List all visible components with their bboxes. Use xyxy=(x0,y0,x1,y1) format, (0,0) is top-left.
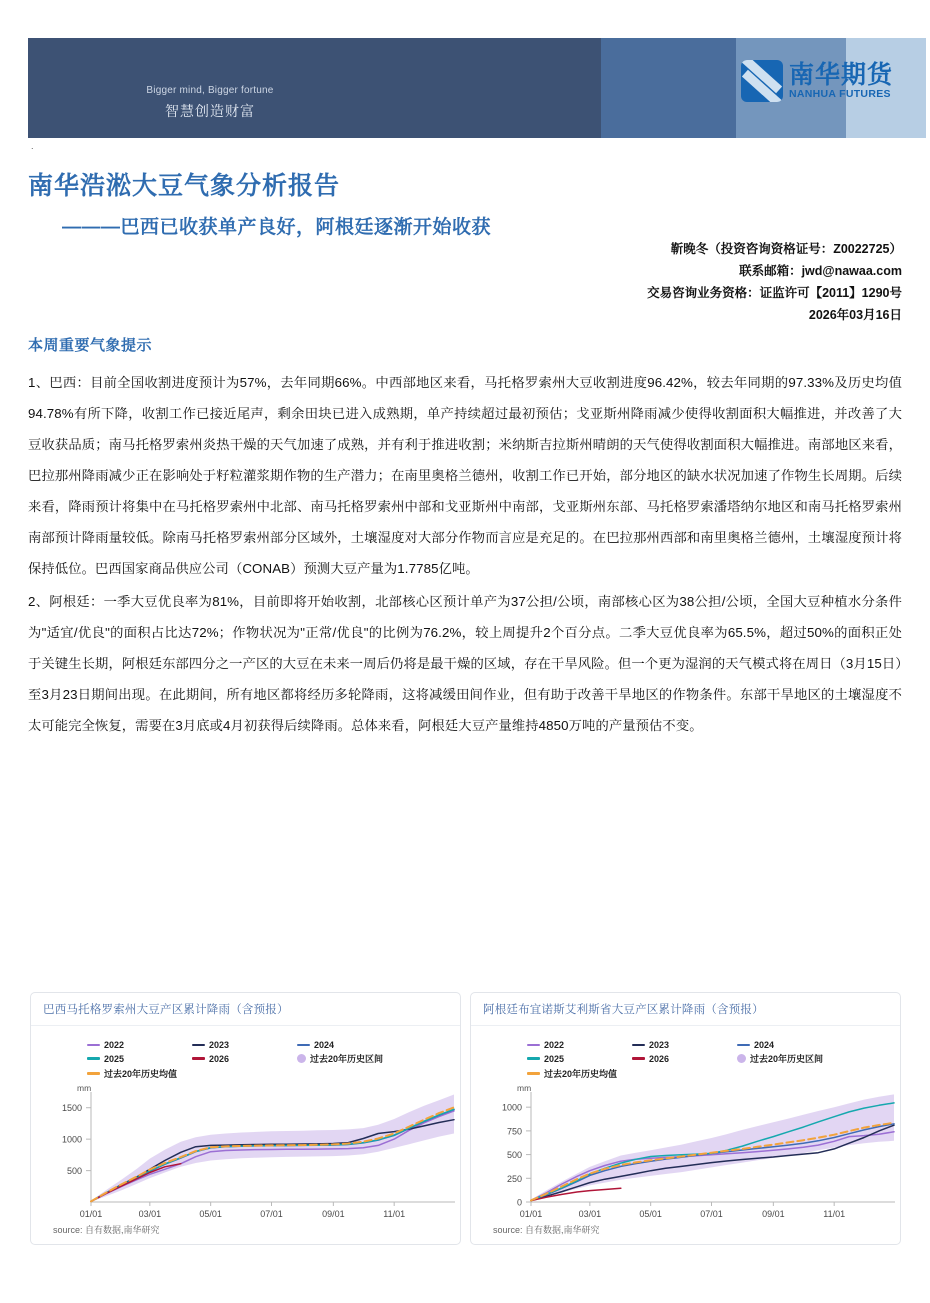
meta-date: 2026年03月16日 xyxy=(808,307,902,322)
tagline-english: Bigger mind, Bigger fortune xyxy=(146,85,274,96)
paragraph-argentina: 2、阿根廷：一季大豆优良率为81%，目前即将开始收割，北部核心区预计单产为37公担/公顷，南部核心区为38公担/公顷，全国大豆种植水分条件为"适宜/优良"的面积占比达72%；作物状况为"正常/优良"的比例为76.2%，较上周提升2个百分点。二季大豆优良率为65.5%，超过50%的面积正处于关键生长期，阿根廷东部四分之一产区的大豆在未来一周后仍将是最干燥的区域，存在干旱风险。但一个更为湿润的天气模式将在周日（3月15日）至3月23日期间出现。在此期间，所有地区都将经历多轮降雨，这将减缓田间作业，但有助于改善干旱地区的作物条件。东部干旱地区的土壤湿度不太可能完全恢复，需要在3月底或4月初获得后续降雨。总体来看，阿根廷大豆产量维持4850万吨的产量预估不变。 xyxy=(28,593,902,733)
legend-swatch-icon xyxy=(87,1057,100,1060)
author-meta-block xyxy=(382,239,902,327)
chart-source-brazil: source: 自有数据,南华研究 xyxy=(53,1225,160,1235)
legend-item-2023 xyxy=(632,1040,737,1050)
svg-text:250: 250 xyxy=(506,1173,522,1184)
legend-label: 2025 xyxy=(104,1053,125,1064)
legend-swatch-icon xyxy=(737,1054,746,1063)
page-title: 南华浩淞大豆气象分析报告 xyxy=(28,172,341,200)
paragraph-brazil: 1、巴西：目前全国收割进度预计为57%，去年同期66%。中西部地区来看，马托格罗索州大豆收割进度96.42%，较去年同期的97.33%及历史均值94.78%有所下降，收割工作已接近尾声，剩余田块已进入成熟期，单产持续超过最初预估；戈亚斯州降雨减少使得收割面积大幅推进，并改善了大豆收获品质；南马托格罗索州炎热干燥的天气加速了成熟，并有利于推进收割；米纳斯吉拉斯州晴朗的天气使得收割面积大幅推进。南部地区来看，巴拉那州降雨减少正在影响处于籽粒灌浆期作物的生产潜力；在南里奥格兰德州，收割工作已开始，部分地区的缺水状况加速了作物生长周期。后续来看，降雨预计将集中在马托格罗索州中北部、南马托格罗索州中部和戈亚斯州中南部，戈亚斯州东部、马托格罗索潘塔纳尔地区和南马托格罗索州南部预计降雨量较低。除南马托格罗索州部分区域外，土壤湿度对大部分作物而言应是充足的。在巴拉那州西部和南里奥格兰德州，土壤湿度预计将保持低位。巴西国家商品供应公司（CONAB）预测大豆产量为1.7785亿吨。 xyxy=(28,375,902,576)
legend-label: 2025 xyxy=(544,1053,565,1064)
svg-text:11/01: 11/01 xyxy=(383,1209,406,1219)
legend-swatch-icon xyxy=(527,1072,540,1075)
legend-swatch-icon xyxy=(297,1054,306,1063)
legend-item-2024 xyxy=(737,1040,867,1050)
chart-title-argentina: 阿根廷布宜诺斯艾利斯省大豆产区累计降雨（含预报） xyxy=(471,993,900,1026)
legend-item-2022 xyxy=(527,1040,632,1050)
chart-body-argentina xyxy=(471,1026,900,1244)
section-heading: 本周重要气象提示 xyxy=(28,337,153,354)
svg-text:05/01: 05/01 xyxy=(199,1209,222,1219)
body-content xyxy=(28,368,902,744)
legend-swatch-icon xyxy=(632,1057,645,1060)
svg-text:mm: mm xyxy=(77,1083,92,1093)
legend-label: 2024 xyxy=(754,1040,775,1050)
svg-text:750: 750 xyxy=(506,1126,522,1137)
legend-item-2026 xyxy=(192,1052,297,1065)
chart-body-brazil xyxy=(31,1026,460,1244)
svg-text:01/01: 01/01 xyxy=(79,1209,103,1219)
legend-item-2024 xyxy=(297,1040,427,1050)
legend-item-2025 xyxy=(527,1052,632,1065)
stray-dot-mark: . xyxy=(31,141,34,151)
svg-text:500: 500 xyxy=(66,1166,82,1177)
legend-item-2023 xyxy=(192,1040,297,1050)
page-subtitle: ———巴西已收获单产良好，阿根廷逐渐开始收获 xyxy=(62,217,492,238)
legend-swatch-icon xyxy=(87,1044,100,1047)
legend-swatch-icon xyxy=(527,1044,540,1047)
svg-text:03/01: 03/01 xyxy=(138,1209,162,1219)
legend-label: 2023 xyxy=(649,1040,670,1050)
svg-text:mm: mm xyxy=(517,1083,532,1093)
chart-row xyxy=(30,992,902,1245)
svg-text:11/01: 11/01 xyxy=(823,1209,846,1219)
svg-text:07/01: 07/01 xyxy=(260,1209,283,1219)
chart-source-argentina: source: 自有数据,南华研究 xyxy=(493,1225,600,1235)
nanhua-logo-icon xyxy=(741,60,783,102)
chart-plot-brazil xyxy=(31,1080,461,1244)
legend-swatch-icon xyxy=(632,1044,645,1047)
svg-text:1000: 1000 xyxy=(61,1134,82,1145)
chart-card-brazil xyxy=(30,992,461,1245)
legend-swatch-icon xyxy=(192,1057,205,1060)
svg-text:09/01: 09/01 xyxy=(322,1209,345,1219)
legend-swatch-icon xyxy=(527,1057,540,1060)
legend-swatch-icon xyxy=(297,1044,310,1047)
legend-label: 2022 xyxy=(544,1040,565,1050)
legend-item-过去20年历史均值 xyxy=(87,1067,192,1080)
svg-text:1500: 1500 xyxy=(61,1103,82,1114)
legend-label: 2026 xyxy=(649,1053,670,1064)
legend-label: 过去20年历史区间 xyxy=(750,1054,824,1064)
meta-license: 交易咨询业务资格：证监许可【2011】1290号 xyxy=(647,285,902,300)
legend-item-2026 xyxy=(632,1052,737,1065)
tagline-chinese: 智慧创造财富 xyxy=(165,102,255,119)
banner-band-mid xyxy=(601,38,736,138)
legend-label: 2024 xyxy=(314,1040,335,1050)
svg-text:09/01: 09/01 xyxy=(762,1209,785,1219)
chart-plot-argentina xyxy=(471,1080,901,1244)
legend-label: 2026 xyxy=(209,1053,230,1064)
legend-item-过去20年历史区间 xyxy=(297,1052,427,1065)
chart-title-brazil: 巴西马托格罗索州大豆产区累计降雨（含预报） xyxy=(31,993,460,1026)
legend-item-2022 xyxy=(87,1040,192,1050)
svg-text:03/01: 03/01 xyxy=(578,1209,602,1219)
chart-legend-argentina xyxy=(527,1040,877,1080)
svg-text:05/01: 05/01 xyxy=(639,1209,662,1219)
meta-author: 靳晚冬（投资咨询资格证号：Z0022725） xyxy=(670,242,902,256)
legend-item-过去20年历史均值 xyxy=(527,1067,632,1080)
company-logo xyxy=(741,60,893,102)
legend-item-2025 xyxy=(87,1052,192,1065)
svg-text:01/01: 01/01 xyxy=(519,1209,543,1219)
legend-swatch-icon xyxy=(87,1072,100,1075)
svg-text:500: 500 xyxy=(506,1150,522,1161)
legend-swatch-icon xyxy=(192,1044,205,1047)
banner-band-dark xyxy=(28,38,601,138)
logo-name-chinese: 南华期货 xyxy=(789,60,894,90)
logo-name-english: NANHUA FUTURES xyxy=(789,88,891,101)
legend-label: 过去20年历史区间 xyxy=(310,1054,384,1064)
legend-label: 2022 xyxy=(104,1040,125,1050)
meta-email: 联系邮箱：jwd@nawaa.com xyxy=(739,263,902,278)
chart-legend-brazil xyxy=(87,1040,437,1080)
legend-swatch-icon xyxy=(737,1044,750,1047)
svg-text:1000: 1000 xyxy=(501,1102,522,1113)
svg-text:07/01: 07/01 xyxy=(700,1209,723,1219)
legend-label: 过去20年历史均值 xyxy=(544,1069,618,1079)
svg-text:0: 0 xyxy=(516,1197,522,1208)
logo-wordmark xyxy=(789,62,893,100)
legend-label: 过去20年历史均值 xyxy=(104,1069,178,1079)
legend-label: 2023 xyxy=(209,1040,230,1050)
chart-card-argentina xyxy=(470,992,901,1245)
legend-item-过去20年历史区间 xyxy=(737,1052,867,1065)
